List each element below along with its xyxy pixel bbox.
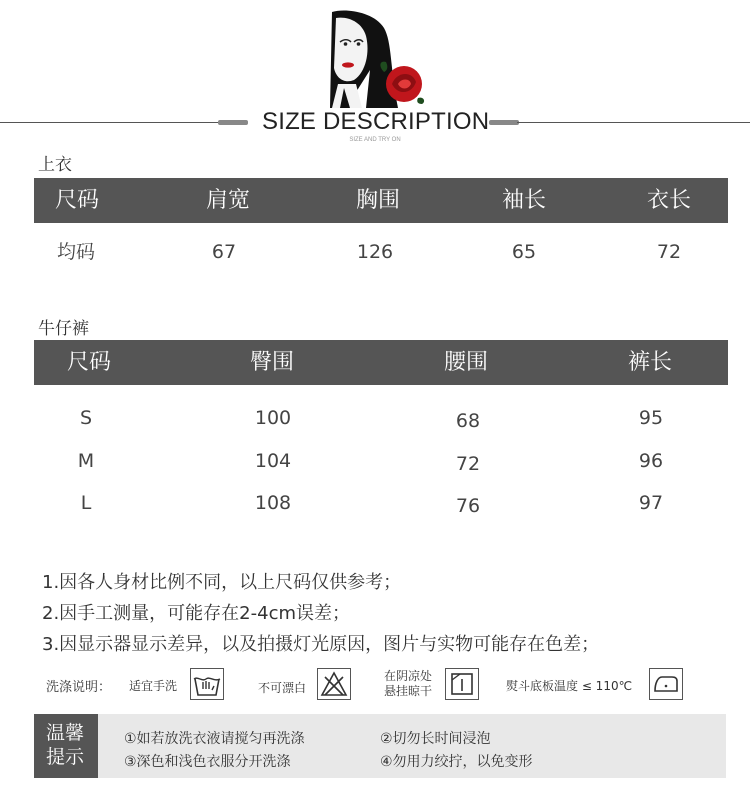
tip-3: ③深色和浅色衣服分开洗涤 bbox=[124, 754, 291, 770]
header-divider-right bbox=[517, 122, 750, 123]
note-2: 2.因手工测量，可能存在2-4cm误差； bbox=[42, 603, 351, 624]
header-divider-left bbox=[0, 122, 222, 123]
care-label-hang-dry: 在阴凉处 悬挂晾干 bbox=[384, 669, 433, 698]
table-row bbox=[34, 240, 728, 264]
tips-label bbox=[34, 714, 98, 778]
hang-dry-shade-icon bbox=[445, 668, 479, 700]
table-row bbox=[34, 491, 728, 515]
pants-cell-waist: 76 bbox=[455, 495, 481, 517]
pants-col-size: 尺码 bbox=[66, 350, 112, 375]
tip-4: ④勿用力绞拧，以免变形 bbox=[380, 754, 533, 770]
care-label-hand-wash: 适宜手洗 bbox=[129, 679, 178, 693]
pants-col-length: 裤长 bbox=[627, 350, 673, 375]
top-col-sleeve: 袖长 bbox=[501, 188, 547, 213]
top-cell-size: 均码 bbox=[56, 241, 96, 263]
pants-col-hip: 臀围 bbox=[249, 350, 295, 375]
top-col-size: 尺码 bbox=[54, 188, 100, 213]
pants-cell-size: M bbox=[77, 450, 95, 472]
care-label-iron: 熨斗底板温度 ≤ 110℃ bbox=[506, 679, 633, 693]
pants-cell-waist: 72 bbox=[455, 453, 481, 475]
pants-cell-size: S bbox=[79, 407, 93, 429]
tips-label-line1: 温馨 bbox=[46, 722, 85, 744]
care-instructions bbox=[0, 660, 750, 708]
header-dash-left bbox=[218, 120, 248, 125]
pants-cell-size: L bbox=[80, 492, 92, 514]
pants-cell-hip: 108 bbox=[254, 492, 292, 514]
pants-cell-hip: 104 bbox=[254, 450, 292, 472]
top-col-chest: 胸围 bbox=[355, 188, 401, 213]
woman-with-rose-illustration bbox=[326, 10, 430, 108]
top-cell-sleeve: 65 bbox=[511, 241, 537, 263]
pants-cell-waist: 68 bbox=[455, 410, 481, 432]
care-title: 洗涤说明： bbox=[46, 680, 112, 695]
pants-cell-length: 95 bbox=[638, 407, 664, 429]
pants-cell-length: 96 bbox=[638, 450, 664, 472]
tip-2: ②切勿长时间浸泡 bbox=[380, 731, 491, 747]
top-cell-shoulder: 67 bbox=[211, 241, 237, 263]
top-cell-chest: 126 bbox=[356, 241, 394, 263]
header-dash-right bbox=[489, 120, 519, 125]
table-row bbox=[34, 406, 728, 430]
note-3: 3.因显示器显示差异，以及拍摄灯光原因，图片与实物可能存在色差； bbox=[42, 634, 600, 655]
top-cell-length: 72 bbox=[656, 241, 682, 263]
top-col-length: 衣长 bbox=[646, 188, 692, 213]
tip-1: ①如若放洗衣液请搅匀再洗涤 bbox=[124, 731, 305, 747]
section-label-top: 上衣 bbox=[38, 155, 72, 175]
note-1: 1.因各人身材比例不同，以上尺码仅供参考； bbox=[42, 572, 402, 593]
top-col-shoulder: 肩宽 bbox=[205, 188, 251, 213]
section-label-pants: 牛仔裤 bbox=[38, 319, 89, 339]
tips-label-line2: 提示 bbox=[46, 746, 85, 768]
top-table-header bbox=[34, 178, 728, 223]
pants-cell-hip: 100 bbox=[254, 407, 292, 429]
iron-icon bbox=[649, 668, 683, 700]
no-bleach-icon bbox=[317, 668, 351, 700]
pants-col-waist: 腰围 bbox=[443, 350, 489, 375]
table-row bbox=[34, 449, 728, 473]
header-illustration bbox=[326, 10, 430, 108]
hand-wash-icon bbox=[190, 668, 224, 700]
pants-table-header bbox=[34, 340, 728, 385]
care-label-no-bleach: 不可漂白 bbox=[258, 681, 307, 695]
page-title: SIZE DESCRIPTION bbox=[262, 108, 490, 135]
page-subtitle: SIZE AND TRY ON bbox=[349, 137, 401, 143]
pants-cell-length: 97 bbox=[638, 492, 664, 514]
